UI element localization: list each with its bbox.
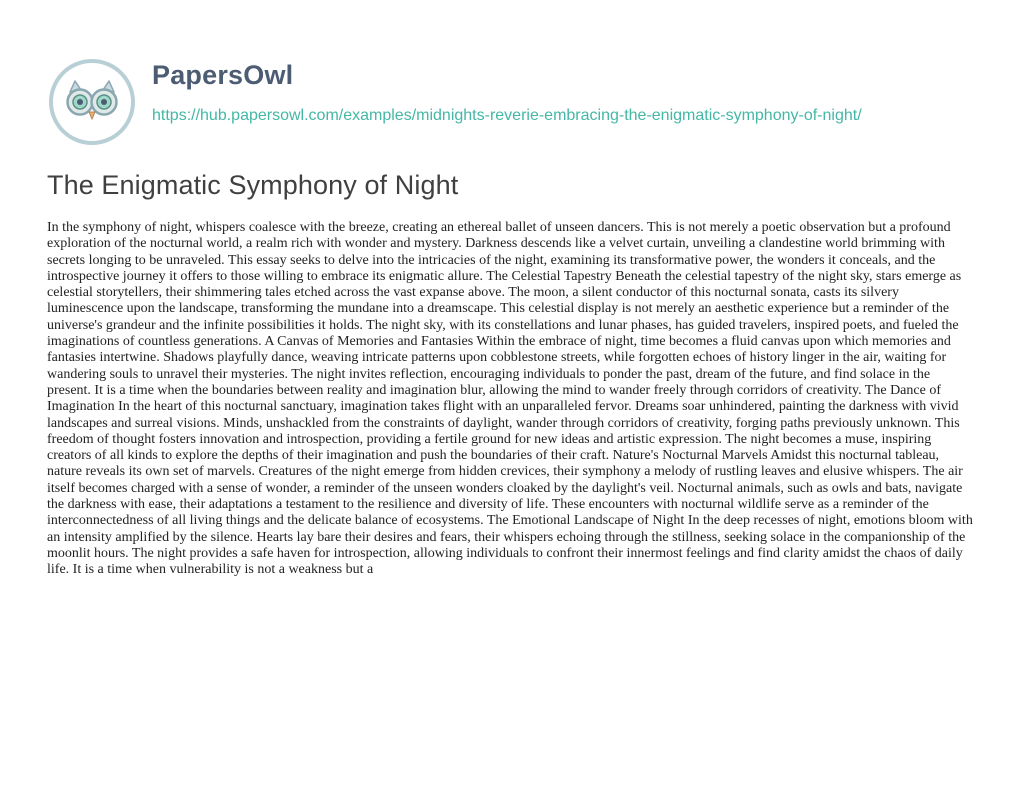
owl-logo-icon-graphic xyxy=(48,58,136,146)
essay-body: In the symphony of night, whispers coalesce with the breeze, creating an ethereal ballet of unseen dancers. This is not merely a poetic observation but a profound exploration of the nocturnal world, a realm rich with wonder and mystery. Darkness descends like a velvet curtain, unveiling a clandestine world brimming with secrets longing to be unraveled. This essay seeks to delve into the intricacies of the night, examining its transformative power, the wonders it conceals, and the introspective journey it offers to those willing to embrace its enigmatic allure. The Celestial Tapestry Beneath the celestial tapestry of the night sky, stars emerge as celestial storytellers, their shimmering tales etched across the vast expanse above. The moon, a silent conductor of this nocturnal sonata, casts its silvery luminescence upon the landscape, transforming the mundane into a dreamscape. This celestial display is not merely an aesthetic experience but a reminder of the universe's grandeur and the infinite possibilities it holds. The night sky, with its constellations and lunar phases, has guided travelers, inspired poets, and fueled the imaginations of countless generations. A Canvas of Memories and Fantasies Within the embrace of night, time becomes a fluid canvas upon which memories and fantasies intertwine. Shadows playfully dance, weaving intricate patterns upon cobblestone streets, while forgotten echoes of history linger in the air, waiting for wandering souls to unravel their mysteries. The night invites reflection, encouraging individuals to ponder the past, dream of the future, and find solace in the present. It is a time when the boundaries between reality and imagination blur, allowing the mind to wander freely through corridors of creativity. The Dance of Imagination In the heart of this nocturnal sanctuary, imagination takes flight with an unparalleled fervor. Dreams soar unhindered, painting the darkness with vivid landscapes and surreal visions. Minds, unshackled from the constraints of daylight, wander through corridors of creativity, forging paths previously unknown. This freedom of thought fosters innovation and introspection, providing a fertile ground for new ideas and artistic expression. The night becomes a muse, inspiring creators of all kinds to explore the depths of their imagination and push the boundaries of their craft. Nature's Nocturnal Marvels Amidst this nocturnal tableau, nature reveals its own set of marvels. Creatures of the night emerge from hidden crevices, their symphony a melody of rustling leaves and elusive whispers. The air itself becomes charged with a sense of wonder, a reminder of the unseen wonders cloaked by the daylight's veil. Nocturnal animals, such as owls and bats, navigate the darkness with ease, their adaptations a testament to the resilience and diversity of life. These encounters with nocturnal wildlife serve as a reminder of the interconnectedness of all living things and the delicate balance of ecosystems. The Emotional Landscape of Night In the deep recesses of night, emotions bloom with an intensity amplified by the silence. Hearts lay bare their desires and fears, their whispers echoing through the stillness, seeking solace in the companionship of the moonlit hours. The night provides a safe haven for introspection, allowing individuals to confront their innermost feelings and find clarity amidst the chaos of daily life. It is a time when vulnerability is not a weakness but a xyxy=(47,220,973,578)
source-url-link[interactable]: https://hub.papersowl.com/examples/midnights-reverie-embracing-the-enigmatic-symphony-of-night/ xyxy=(152,107,862,124)
brand-name: PapersOwl xyxy=(152,60,294,90)
essay-title: The Enigmatic Symphony of Night xyxy=(47,170,459,200)
owl-logo-icon xyxy=(48,58,136,146)
header xyxy=(48,58,988,158)
